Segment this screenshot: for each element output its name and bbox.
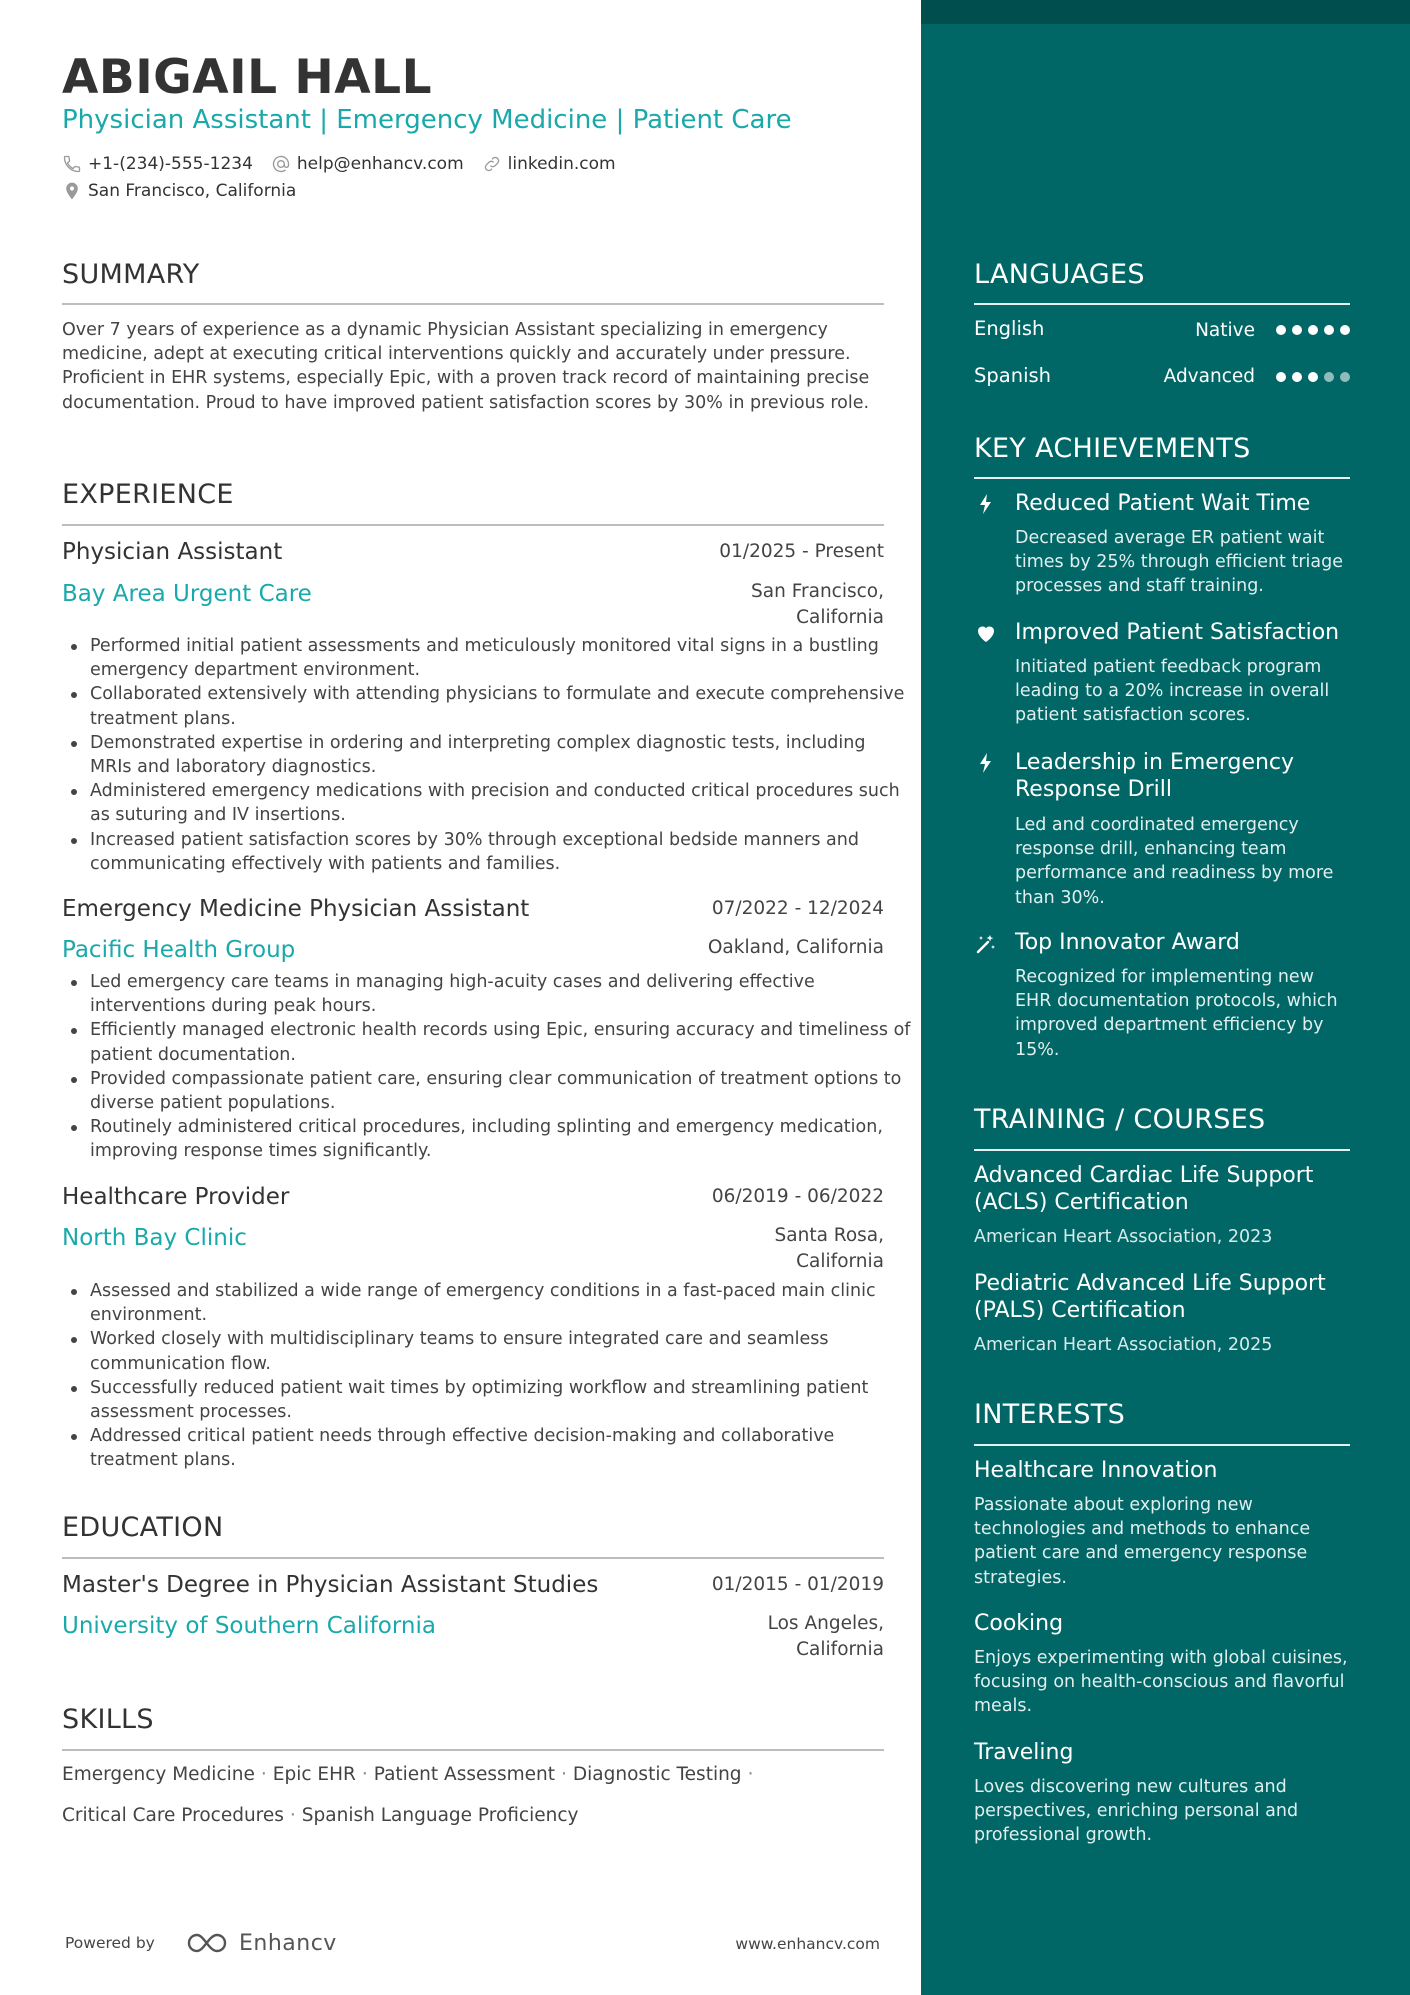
job-bullets — [62, 1279, 912, 1473]
magic-wand-icon — [974, 932, 998, 956]
achievement-desc: Recognized for implementing new EHR documentation protocols, which improved department efficiency by 15%. — [1015, 967, 1338, 1060]
achievement-title: Reduced Patient Wait Time — [1015, 491, 1311, 516]
list-item: Administered emergency medications with precision and conducted critical procedures such as suturing and IV insertions. — [90, 779, 912, 827]
achievements-title: KEY ACHIEVEMENTS — [974, 433, 1251, 464]
skills-divider — [62, 1749, 884, 1751]
languages-title: LANGUAGES — [974, 259, 1145, 290]
proficiency-dot-filled — [1308, 372, 1318, 382]
job-bullets — [62, 970, 912, 1164]
achievement-title: Top Innovator Award — [1015, 930, 1240, 955]
job-dates: 06/2019 - 06/2022 — [711, 1186, 884, 1207]
skills-line-2: Critical Care Procedures · Spanish Language Proficiency — [62, 1805, 579, 1826]
job-location: Oakland, California — [707, 937, 884, 958]
infinity-logo-icon — [185, 1929, 233, 1957]
job-role: Physician Assistant — [62, 539, 283, 565]
contact-location — [62, 179, 296, 203]
achievement-desc: Initiated patient feedback program leading to a 20% increase in overall patient satisfaction scores. — [1015, 657, 1330, 726]
interest-desc: Loves discovering new cultures and perspectives, enriching personal and professional growth. — [974, 1777, 1299, 1846]
languages-divider — [974, 303, 1350, 305]
interest-title: Healthcare Innovation — [974, 1458, 1218, 1483]
interest-title: Cooking — [974, 1611, 1064, 1636]
proficiency-dot-filled — [1292, 325, 1302, 335]
skills-line-1: Emergency Medicine · Epic EHR · Patient Assessment · Diagnostic Testing · — [62, 1764, 754, 1785]
proficiency-dot-empty — [1324, 372, 1334, 382]
proficiency-dot-filled — [1324, 325, 1334, 335]
achievement-desc: Led and coordinated emergency response drill, enhancing team performance and readiness by more than 30%. — [1015, 815, 1334, 908]
skill-tag: Patient Assessment — [373, 1764, 556, 1785]
contact-phone[interactable] — [62, 152, 253, 176]
proficiency-dot-filled — [1276, 372, 1286, 382]
course-provider: American Heart Association, 2023 — [974, 1227, 1273, 1247]
training-title: TRAINING / COURSES — [974, 1104, 1266, 1135]
headline: Physician Assistant | Emergency Medicine | Patient Care — [62, 105, 792, 135]
achievement-desc: Decreased average ER patient wait times by 25% through efficient triage processes and staff training. — [1015, 528, 1343, 597]
candidate-name: ABIGAIL HALL — [62, 50, 433, 105]
job-location: Santa Rosa, California — [774, 1225, 884, 1272]
skill-tag: Spanish Language Proficiency — [301, 1805, 579, 1826]
interest-title: Traveling — [974, 1740, 1074, 1765]
list-item: Successfully reduced patient wait times by optimizing workflow and streamlining patient assessment processes. — [90, 1376, 912, 1424]
experience-title: EXPERIENCE — [62, 479, 234, 510]
job-bullets — [62, 634, 912, 876]
interest-desc: Passionate about exploring new technologies and methods to enhance patient care and emergency response strategies. — [974, 1495, 1311, 1588]
job-location: San Francisco, California — [751, 581, 884, 628]
location-text: San Francisco, California — [88, 181, 297, 201]
achievement-title: Leadership in Emergency Response Drill — [1015, 750, 1295, 802]
skill-tag: Diagnostic Testing — [572, 1764, 742, 1785]
course-title: Advanced Cardiac Life Support (ACLS) Certification — [974, 1163, 1314, 1215]
phone-text: +1-(234)-555-1234 — [88, 154, 253, 174]
interests-title: INTERESTS — [974, 1399, 1126, 1430]
proficiency-dot-filled — [1308, 325, 1318, 335]
course-provider: American Heart Association, 2025 — [974, 1335, 1273, 1355]
list-item: Provided compassionate patient care, ensuring clear communication of treatment options to diverse patient populations. — [90, 1067, 912, 1115]
education-dates: 01/2015 - 01/2019 — [711, 1574, 884, 1595]
phone-icon — [62, 154, 82, 174]
email-text: help@enhancv.com — [296, 154, 464, 174]
proficiency-dot-filled — [1276, 325, 1286, 335]
skill-tag: Epic EHR — [272, 1764, 356, 1785]
education-title: EDUCATION — [62, 1512, 224, 1543]
language-level: Native — [1195, 320, 1255, 341]
job-dates: 01/2025 - Present — [719, 541, 884, 562]
link-icon — [482, 154, 502, 174]
proficiency-dot-filled — [1292, 372, 1302, 382]
list-item: Performed initial patient assessments and meticulously monitored vital signs in a bustling emergency department environment. — [90, 634, 912, 682]
job-company: Bay Area Urgent Care — [62, 581, 312, 607]
education-school: University of Southern California — [62, 1613, 436, 1639]
proficiency-dot-empty — [1340, 372, 1350, 382]
interest-desc: Enjoys experimenting with global cuisines, focusing on health-conscious and flavorful meals. — [974, 1648, 1348, 1717]
proficiency-dot-filled — [1340, 325, 1350, 335]
location-pin-icon — [62, 181, 82, 201]
sidebar — [921, 0, 1410, 1995]
contact-email[interactable] — [271, 152, 464, 176]
at-icon — [271, 154, 291, 174]
logo-text: Enhancv — [239, 1930, 337, 1956]
interests-divider — [974, 1444, 1350, 1446]
language-name: English — [974, 317, 1045, 340]
enhancv-logo[interactable] — [185, 1929, 337, 1957]
list-item: Demonstrated expertise in ordering and interpreting complex diagnostic tests, including MRIs and laboratory diagnostics. — [90, 731, 912, 779]
job-role: Healthcare Provider — [62, 1184, 290, 1210]
education-divider — [62, 1557, 884, 1559]
heart-icon — [974, 621, 998, 645]
lightning-icon — [974, 492, 998, 516]
job-company: Pacific Health Group — [62, 937, 296, 963]
language-level: Advanced — [1163, 366, 1255, 387]
achievement-title: Improved Patient Satisfaction — [1015, 620, 1340, 645]
list-item: Addressed critical patient needs through effective decision-making and collaborative treatment plans. — [90, 1424, 912, 1472]
skills-title: SKILLS — [62, 1704, 154, 1735]
contact-linkedin[interactable] — [482, 152, 616, 176]
summary-divider — [62, 303, 884, 305]
list-item: Increased patient satisfaction scores by 30% through exceptional bedside manners and communicating effectively with patients and families. — [90, 828, 912, 876]
website-link[interactable]: www.enhancv.com — [735, 1935, 880, 1953]
achievements-divider — [974, 477, 1350, 479]
job-company: North Bay Clinic — [62, 1225, 247, 1251]
language-proficiency-dots — [1270, 325, 1350, 335]
footer — [65, 1925, 880, 1965]
summary-text: Over 7 years of experience as a dynamic Physician Assistant specializing in emergency medicine, adept at executing critical interventions quickly and accurately under pressure. Proficient in EHR systems, especially Epic, with a proven track record of maintaining precise documentation. Proud to have improved patient satisfaction scores by 30% in previous role. — [62, 320, 870, 413]
language-proficiency-dots — [1270, 372, 1350, 382]
job-role: Emergency Medicine Physician Assistant — [62, 896, 530, 922]
course-title: Pediatric Advanced Life Support (PALS) Certification — [974, 1271, 1326, 1323]
training-divider — [974, 1149, 1350, 1151]
powered-by-label: Powered by — [65, 1934, 155, 1952]
lightning-icon — [974, 751, 998, 775]
skill-tag: Emergency Medicine — [62, 1764, 255, 1785]
summary-title: SUMMARY — [62, 259, 200, 290]
education-degree: Master's Degree in Physician Assistant Studies — [62, 1572, 599, 1598]
job-dates: 07/2022 - 12/2024 — [711, 898, 884, 919]
list-item: Assessed and stabilized a wide range of emergency conditions in a fast-paced main clinic environment. — [90, 1279, 912, 1327]
linkedin-text: linkedin.com — [507, 154, 616, 174]
list-item: Led emergency care teams in managing high-acuity cases and delivering effective interventions during peak hours. — [90, 970, 912, 1018]
education-location: Los Angeles, California — [767, 1613, 884, 1660]
location-row — [62, 179, 314, 203]
skill-tag: Critical Care Procedures — [62, 1805, 284, 1826]
experience-divider — [62, 524, 884, 526]
list-item: Efficiently managed electronic health records using Epic, ensuring accuracy and timeliness of patient documentation. — [90, 1018, 912, 1066]
list-item: Worked closely with multidisciplinary teams to ensure integrated care and seamless communication flow. — [90, 1327, 912, 1375]
contact-row — [62, 152, 634, 176]
list-item: Collaborated extensively with attending physicians to formulate and execute comprehensive treatment plans. — [90, 682, 912, 730]
list-item: Routinely administered critical procedures, including splinting and emergency medication, improving response times significantly. — [90, 1115, 912, 1163]
language-name: Spanish — [974, 364, 1052, 387]
sidebar-top-bar — [921, 0, 1410, 24]
